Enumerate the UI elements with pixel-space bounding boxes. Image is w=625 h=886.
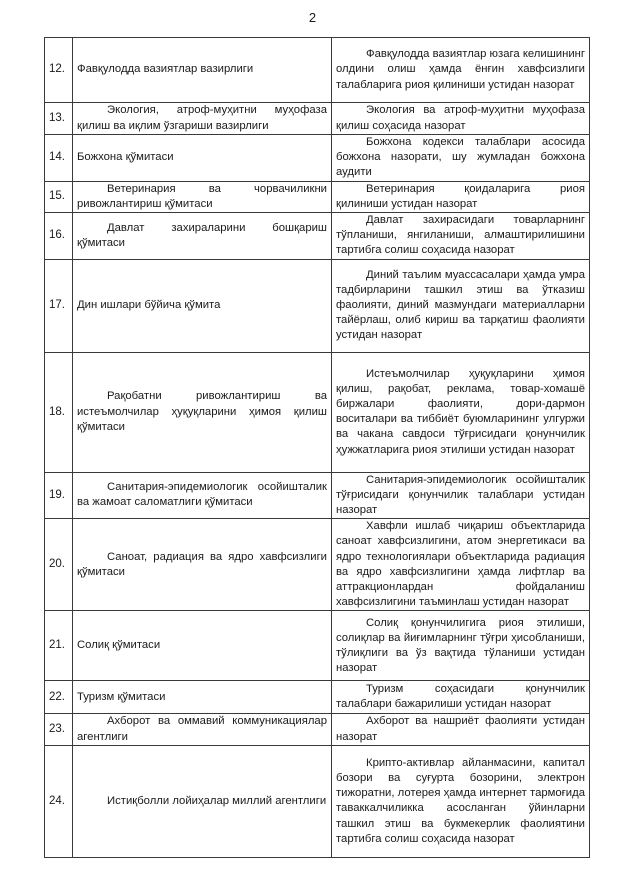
table-row [45, 352, 590, 472]
table-row [45, 213, 590, 260]
function-cell: Туризм соҳасидаги қонунчилик талаблари бажарилиши устидан назорат [332, 681, 590, 714]
function-cell: Истеъмолчилар ҳуқуқларини ҳимоя қилиш, рақобат, реклама, товар-хомашё биржалари фаолияти, дори-дармон воситалари ва тиббиёт буюмларининг улгуржи ва чакана савдоси тўғрисидаги қонунчилик ҳужжатларига риоя этилиши устидан назорат [332, 352, 590, 472]
function-cell: Хавфли ишлаб чиқариш объектларида саноат хавфсизлигини, атом энергетикаси ва ядро технологиялари объектларида радиация ва ядро хавфсизлигини ҳамда лифтлар ва аттракционлардан фойдаланиш хавфсизлигини таъминлаш устидан назорат [332, 519, 590, 611]
agencies-table [44, 37, 590, 858]
organization-cell: Ахборот ва оммавий коммуникациялар агентлиги [73, 714, 332, 745]
organization-cell: Ветеринария ва чорвачиликни ривожлантириш қўмитаси [73, 181, 332, 212]
organization-cell: Божхона қўмитаси [73, 135, 332, 182]
row-number: 16. [45, 213, 73, 260]
row-number: 19. [45, 472, 73, 519]
function-cell: Крипто-активлар айланмасини, капитал бозори ва суғурта бозорини, электрон тижоратни, лотерея ҳамда интернет тармоғида таваккалчиликка асосланган ўйинларни ташкил этиш ва букмекерлик фаолиятини тартибга солиш соҳасида назорат [332, 745, 590, 857]
table-row [45, 103, 590, 135]
row-number: 18. [45, 352, 73, 472]
table-row [45, 38, 590, 103]
organization-cell: Санитария-эпидемиологик осойишталик ва жамоат саломатлиги қўмитаси [73, 472, 332, 519]
row-number: 20. [45, 519, 73, 611]
organization-cell: Истиқболли лойиҳалар миллий агентлиги [73, 745, 332, 857]
row-number: 15. [45, 181, 73, 212]
row-number: 12. [45, 38, 73, 103]
function-cell: Ахборот ва нашриёт фаолияти устидан назорат [332, 714, 590, 745]
table-row [45, 135, 590, 182]
table-row [45, 181, 590, 212]
row-number: 24. [45, 745, 73, 857]
function-cell: Диний таълим муассасалари ҳамда умра тадбирларини ташкил этиш ва ўтказиш фаолияти, диний мазмундаги материалларни тайёрлаш, олиб кириш ва тарқатиш фаолияти устидан назорат [332, 259, 590, 352]
row-number: 14. [45, 135, 73, 182]
organization-cell: Туризм қўмитаси [73, 681, 332, 714]
function-cell: Давлат захирасидаги товарларнинг тўпланиши, янгиланиши, алмаштирилишини тартибга солиш соҳасида назорат [332, 213, 590, 260]
table-body [45, 38, 590, 858]
row-number: 13. [45, 103, 73, 135]
function-cell: Санитария-эпидемиологик осойишталик тўғрисидаги қонунчилик талаблари устидан назорат [332, 472, 590, 519]
organization-cell: Рақобатни ривожлантириш ва истеъмолчилар ҳуқуқларини ҳимоя қилиш қўмитаси [73, 352, 332, 472]
organization-cell: Солиқ қўмитаси [73, 611, 332, 681]
organization-cell: Фавқулодда вазиятлар вазирлиги [73, 38, 332, 103]
organization-cell: Экология, атроф-муҳитни муҳофаза қилиш ва иқлим ўзгариши вазирлиги [73, 103, 332, 135]
table-row [45, 714, 590, 745]
table-row [45, 259, 590, 352]
table-row [45, 472, 590, 519]
function-cell: Солиқ қонунчилигига риоя этилиши, солиқлар ва йиғимларнинг тўғри ҳисобланиши, тўлиқлиги ва ўз вақтида тўланиши устидан назорат [332, 611, 590, 681]
organization-cell: Саноат, радиация ва ядро хавфсизлиги қўмитаси [73, 519, 332, 611]
row-number: 21. [45, 611, 73, 681]
row-number: 22. [45, 681, 73, 714]
table-row [45, 681, 590, 714]
organization-cell: Давлат захираларини бошқариш қўмитаси [73, 213, 332, 260]
row-number: 23. [45, 714, 73, 745]
organization-cell: Дин ишлари бўйича қўмита [73, 259, 332, 352]
function-cell: Божхона кодекси талаблари асосида божхона назорати, шу жумладан божхона аудити [332, 135, 590, 182]
function-cell: Ветеринария қоидаларига риоя қилиниши устидан назорат [332, 181, 590, 212]
table-row [45, 611, 590, 681]
function-cell: Фавқулодда вазиятлар юзага келишининг олдини олиш ҳамда ёнғин хавфсизлиги талабларига риоя қилиниши устидан назорат [332, 38, 590, 103]
function-cell: Экология ва атроф-муҳитни муҳофаза қилиш соҳасида назорат [332, 103, 590, 135]
page-number: 2 [308, 10, 317, 25]
row-number: 17. [45, 259, 73, 352]
table-row [45, 519, 590, 611]
table-row [45, 745, 590, 857]
